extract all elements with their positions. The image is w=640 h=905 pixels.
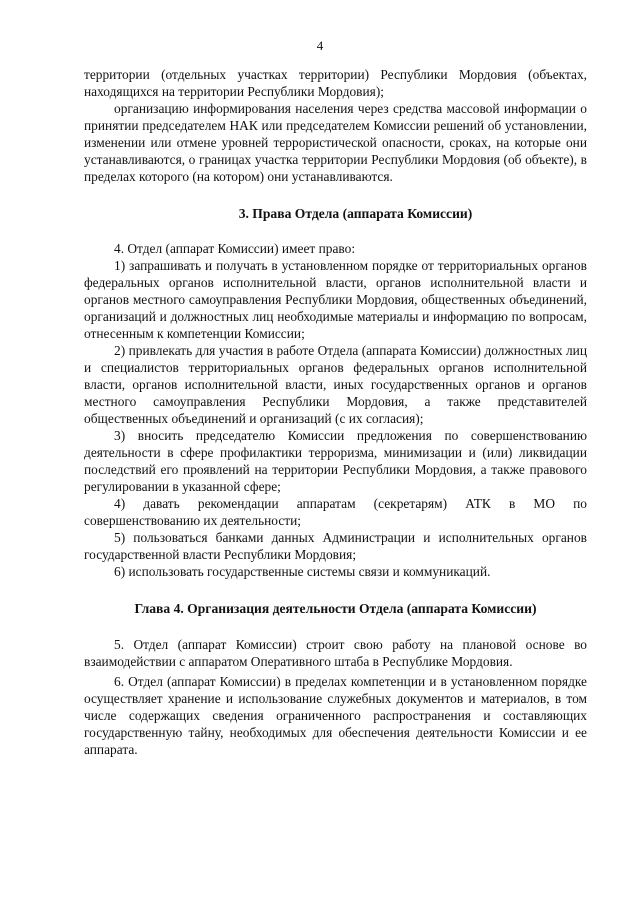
paragraph-informing-population: организацию информирования населения через средства массовой информации о принятии председателем НАК или председателем Комиссии решений об установлении, изменении или отмене уровней террористической опасности, сроках, на которые они устанавливаются, о границах участка территории Республики Мордовия (об объекте), в пределах которого (на котором) они устанавливаются. <box>84 101 587 184</box>
document-body <box>84 66 587 758</box>
paragraph-right-1: 1) запрашивать и получать в установленном порядке от территориальных органов федеральных органов исполнительной власти, органов исполнительной власти и органов местного самоуправления Республики Мордовия, общественных объединений, организаций и должностных лиц необходимые материалы и информацию по вопросам, отнесенным к компетенции Комиссии; <box>84 258 587 341</box>
paragraph-right-4: 4) давать рекомендации аппаратам (секретарям) АТК в МО по совершенствованию их деятельности; <box>84 496 587 528</box>
paragraph-rights-intro: 4. Отдел (аппарат Комиссии) имеет право: <box>114 241 356 256</box>
paragraph-right-2: 2) привлекать для участия в работе Отдела (аппарата Комиссии) должностных лиц и специалистов территориальных органов федеральных органов исполнительной власти, органов исполнительной власти, иных государственных органов и органов местного самоуправления Республики Мордовия, а также представителей общественных объединений и организаций (с их согласия); <box>84 343 587 426</box>
page-number: 4 <box>316 38 324 53</box>
chapter-4-title: Глава 4. Организация деятельности Отдела (аппарата Комиссии) <box>134 601 537 616</box>
paragraph-right-5: 5) пользоваться банками данных Администрации и исполнительных органов государственной власти Республики Мордовия; <box>84 530 587 562</box>
paragraph-right-3: 3) вносить председателю Комиссии предложения по совершенствованию деятельности в сфере профилактики терроризма, минимизации и (или) ликвидации последствий его проявлений на территории Республики Мордовия, а также правового регулировании в указанной сфере; <box>84 428 587 494</box>
paragraph-5: 5. Отдел (аппарат Комиссии) строит свою работу на плановой основе во взаимодействии с аппаратом Оперативного штаба в Республике Мордовия. <box>84 637 587 669</box>
section-3-title: 3. Права Отдела (аппарата Комиссии) <box>238 206 473 221</box>
paragraph-right-6: 6) использовать государственные системы связи и коммуникаций. <box>114 564 491 579</box>
paragraph-territory-continuation: территории (отдельных участках территории) Республики Мордовия (объектах, находящихся на территории Республики Мордовия); <box>84 67 587 99</box>
paragraph-6: 6. Отдел (аппарат Комиссии) в пределах компетенции и в установленном порядке осуществляет хранение и использование служебных документов и материалов, в том числе содержащих сведения ограниченного распространения и составляющих государственную тайну, необходимых для обеспечения деятельности Комиссии и ее аппарата. <box>84 674 587 757</box>
